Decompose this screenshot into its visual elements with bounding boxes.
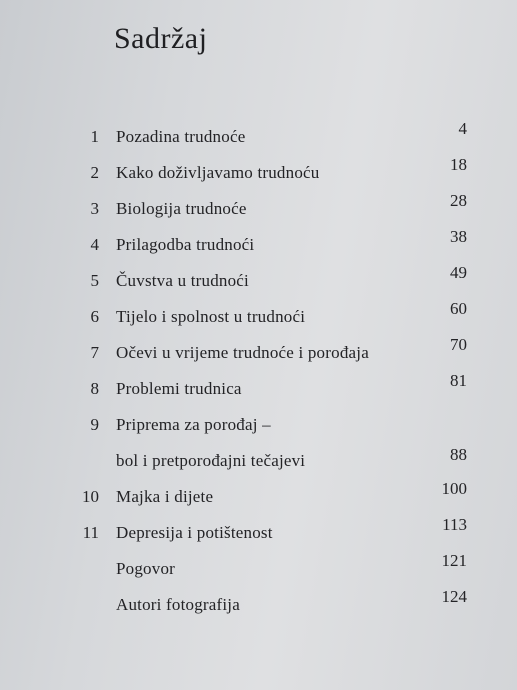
toc-entry	[0, 407, 517, 443]
chapter-number: 5	[90, 271, 99, 290]
toc-entry	[0, 479, 517, 515]
table-of-contents	[0, 119, 517, 623]
page-number: 38	[450, 227, 467, 246]
toc-entry	[0, 371, 517, 407]
chapter-title: bol i pretporođajni tečajevi	[116, 451, 306, 470]
chapter-number: 7	[90, 343, 99, 362]
page-number: 81	[450, 371, 467, 390]
chapter-title: Priprema za porođaj –	[116, 415, 271, 434]
chapter-number: 2	[90, 163, 99, 182]
chapter-title: Čuvstva u trudnoći	[116, 271, 249, 290]
page-number: 113	[442, 515, 467, 534]
chapter-number: 9	[90, 415, 99, 434]
chapter-number: 1	[90, 127, 99, 146]
chapter-number: 11	[82, 523, 99, 542]
page-number: 49	[450, 263, 467, 282]
page-number: 88	[450, 445, 467, 464]
toc-entry	[0, 335, 517, 371]
toc-entry	[0, 191, 517, 227]
chapter-title: Pozadina trudnoće	[116, 127, 246, 146]
toc-entry	[0, 227, 517, 263]
toc-entry	[0, 515, 517, 551]
toc-entry-continuation	[0, 443, 517, 479]
page-number: 60	[450, 299, 467, 318]
toc-entry	[0, 299, 517, 335]
chapter-number: 6	[90, 307, 99, 326]
page-title: Sadržaj	[114, 22, 208, 55]
page-number: 28	[450, 191, 467, 210]
chapter-number: 8	[90, 379, 99, 398]
page-number: 124	[441, 587, 467, 606]
chapter-title: Očevi u vrijeme trudnoće i porođaja	[116, 343, 369, 362]
toc-entry	[0, 119, 517, 155]
chapter-number: 3	[90, 199, 99, 218]
chapter-title: Pogovor	[116, 559, 176, 578]
toc-entry	[0, 587, 517, 623]
chapter-title: Prilagodba trudnoći	[116, 235, 255, 254]
page-number: 121	[441, 551, 467, 570]
chapter-title: Depresija i potištenost	[116, 523, 273, 542]
chapter-title: Autori fotografija	[116, 595, 240, 614]
chapter-number: 10	[82, 487, 99, 506]
page-number: 100	[441, 479, 467, 498]
chapter-number: 4	[90, 235, 99, 254]
page-number: 4	[458, 119, 467, 138]
toc-entry	[0, 155, 517, 191]
toc-entry	[0, 263, 517, 299]
page-number: 18	[450, 155, 467, 174]
page-number: 70	[450, 335, 467, 354]
toc-entry	[0, 551, 517, 587]
chapter-title: Problemi trudnica	[116, 379, 242, 398]
chapter-title: Tijelo i spolnost u trudnoći	[116, 307, 306, 326]
chapter-title: Majka i dijete	[116, 487, 214, 506]
chapter-title: Kako doživljavamo trudnoću	[116, 163, 320, 182]
chapter-title: Biologija trudnoće	[116, 199, 247, 218]
